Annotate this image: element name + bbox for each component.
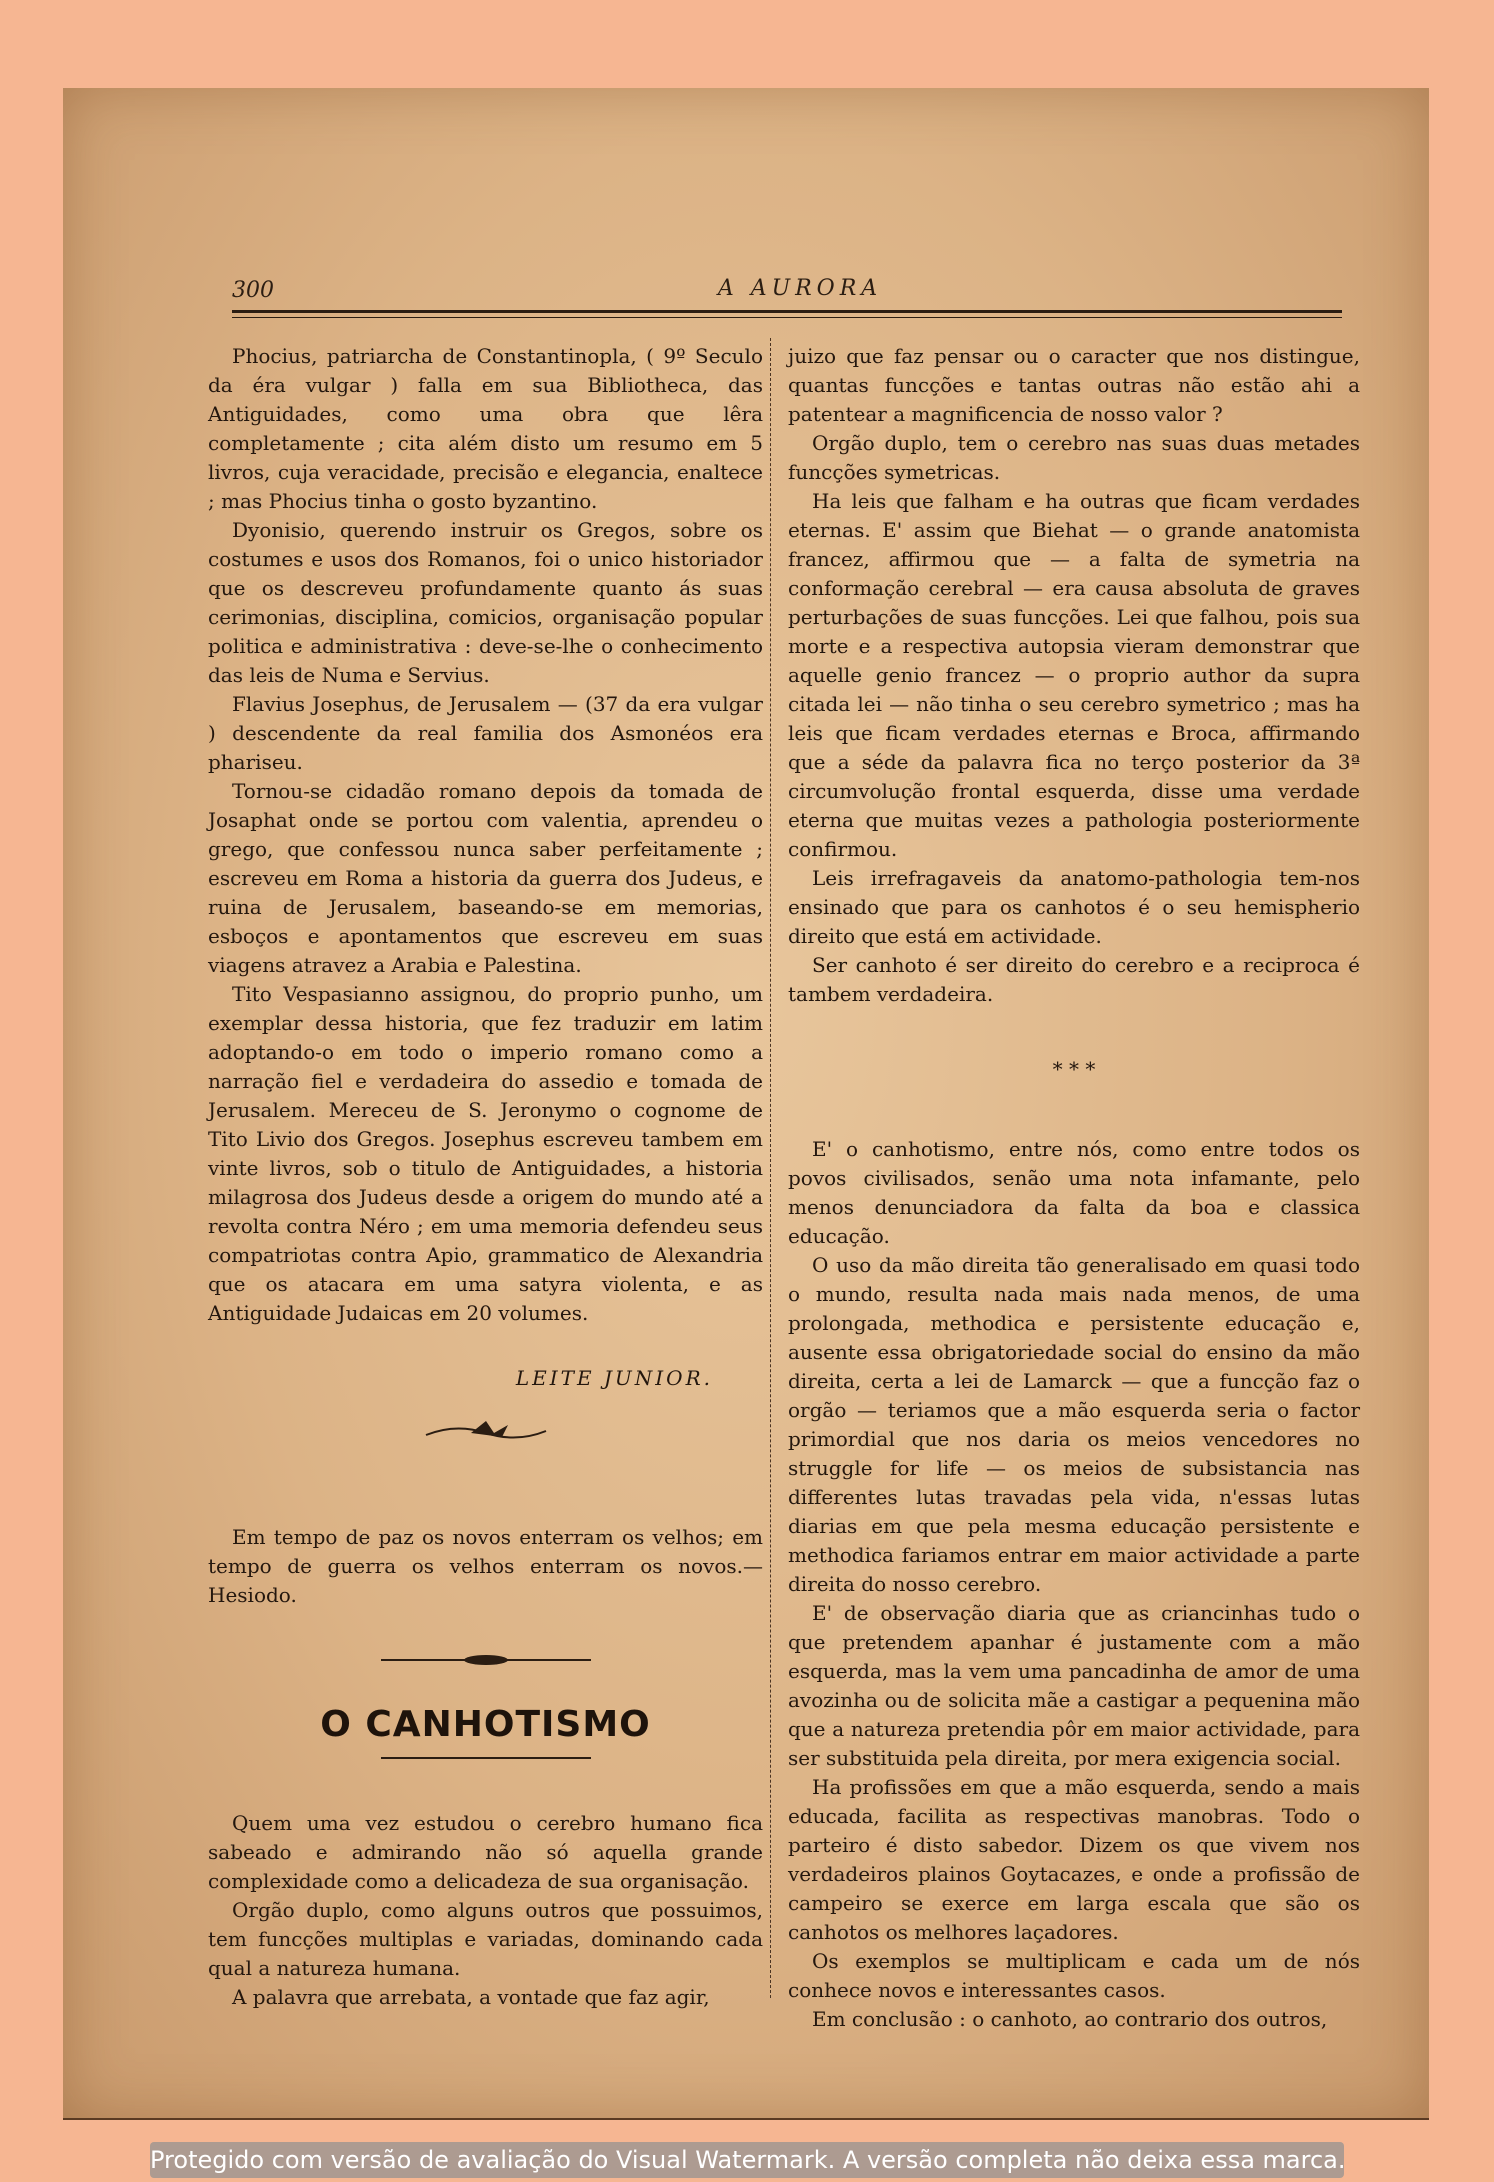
journal-title: A AURORA [717, 276, 883, 301]
paragraph: Orgão duplo, tem o cerebro nas suas duas metades funcções symetricas. [788, 431, 1360, 484]
page-number: 300 [232, 278, 274, 303]
paragraph: Quem uma vez estudou o cerebro humano fica sabeado e admirando não só aquella grande complexidade como a delicadeza de sua organisação. [208, 1811, 763, 1893]
bottom-rule [63, 2118, 1429, 2120]
section-stars: * * * [1052, 1057, 1096, 1081]
paragraph: Em conclusão : o canhoto, ao contrario dos outros, [812, 2007, 1328, 2031]
paragraph: O uso da mão direita tão generalisado em quasi todo o mundo, resulta nada mais nada menos, de uma prolongada, methodica e persistente educação e, ausente essa obrigatoriedade social do ensino da mão direita, certa a lei de Lamarck — que a funcção faz o orgão — teriamos que a mão esquerda seria o factor primordial que nos daria os meios vencedores no struggle for life — os meios de subsistancia nas differentes lutas travadas pela vida, n'essas lutas diarias em que pela mesma educação persistente e methodica fariamos entrar em maior actividade a parte direita do nosso cerebro. [788, 1253, 1360, 1596]
watermark-banner: Protegido com versão de avaliação do Visual Watermark. A versão completa não deixa essa marca. [150, 2142, 1344, 2178]
paragraph: juizo que faz pensar ou o caracter que nos distingue, quantas funcções e tantas outras não estão ahi a patentear a magnificencia de nosso valor ? [788, 344, 1360, 426]
header-rule [232, 310, 1342, 318]
paragraph: Ha profissões em que a mão esquerda, sendo a mais educada, facilita as respectivas manobras. Todo o parteiro é disto sabedor. Dizem os que vivem nos verdadeiros plainos Goytacazes, e onde a profissão de campeiro se exerce em larga escala que são os canhotos os melhores laçadores. [788, 1775, 1360, 1944]
divider-ornament-icon [376, 1650, 596, 1670]
title-rule [381, 1757, 591, 1759]
paragraph: E' o canhotismo, entre nós, como entre todos os povos civilisados, senão uma nota infamante, pelo menos denunciadora da falta da boa e classica educação. [788, 1137, 1360, 1248]
paragraph: A palavra que arrebata, a vontade que faz agir, [232, 1985, 710, 2009]
paragraph: E' de observação diaria que as criancinhas tudo o que pretendem apanhar é justamente com a mão esquerda, mas la vem uma pancadinha de amor de uma avozinha ou de solicita mãe a castigar a pequenina mão que a natureza pretendia pôr em maior actividade, para ser substituida pela direita, por mera exigencia social. [788, 1601, 1360, 1770]
paragraph: Ser canhoto é ser direito do cerebro e a reciproca é tambem verdadeira. [788, 953, 1360, 1006]
hesiod-quote: Em tempo de paz os novos enterram os velhos; em tempo de guerra os velhos enterram os novos.— Hesiodo. [208, 1525, 763, 1607]
bird-ornament-icon [416, 1413, 556, 1453]
paragraph: Dyonisio, querendo instruir os Gregos, sobre os costumes e usos dos Romanos, foi o unico historiador que os descreveu profundamente quanto ás suas cerimonias, disciplina, comicios, organisação popular politica e administrativa : deve-se-lhe o conhecimento das leis de Numa e Servius. [208, 518, 763, 687]
paragraph: Phocius, patriarcha de Constantinopla, ( 9º Seculo da éra vulgar ) falla em sua Bibliotheca, das Antiguidades, como uma obra que lêra completamente ; cita além disto um resumo em 5 livros, cuja veracidade, precisão e elegancia, enaltece ; mas Phocius tinha o gosto byzantino. [208, 344, 763, 513]
article-title: O CANHOTISMO [320, 1704, 651, 1745]
right-column [788, 342, 1360, 2034]
paragraph: Tornou-se cidadão romano depois da tomada de Josaphat onde se portou com valentia, aprendeu o grego, que confessou nunca saber perfeitamente ; escreveu em Roma a historia da guerra dos Judeus, e ruina de Jerusalem, baseando-se em memorias, esboços e apontamentos que escreveu em suas viagens atravez a Arabia e Palestina. [208, 779, 763, 977]
paragraph: Os exemplos se multiplicam e cada um de nós conhece novos e interessantes casos. [788, 1949, 1360, 2002]
paragraph: Orgão duplo, como alguns outros que possuimos, tem funcções multiplas e variadas, dominando cada qual a natureza humana. [208, 1898, 763, 1980]
paragraph: Leis irrefragaveis da anatomo-pathologia tem-nos ensinado que para os canhotos é o seu hemispherio direito que está em actividade. [788, 866, 1360, 948]
column-divider [770, 338, 771, 1998]
author-signature: LEITE JUNIOR. [515, 1366, 713, 1390]
paragraph: Flavius Josephus, de Jerusalem — (37 da era vulgar ) descendente da real familia dos Asmonéos era phariseu. [208, 692, 763, 774]
paragraph: Ha leis que falham e ha outras que ficam verdades eternas. E' assim que Biehat — o grande anatomista francez, affirmou que — a falta de symetria na conformação cerebral — era causa absoluta de graves perturbações de suas funcções. Lei que falhou, pois sua morte e a respectiva autopsia vieram demonstrar que aquelle genio francez — o proprio author da supra citada lei — não tinha o seu cerebro symetrico ; mas ha leis que ficam verdades eternas e Broca, affirmando que a séde da palavra fica no terço posterior da 3ª circumvolução frontal esquerda, disse uma verdade eterna que muitas vezes a pathologia posteriormente confirmou. [788, 489, 1360, 861]
paragraph: Tito Vespasianno assignou, do proprio punho, um exemplar dessa historia, que fez traduzir em latim adoptando-o em todo o imperio romano como a narração fiel e verdadeira do assedio e tomada de Jerusalem. Mereceu de S. Jeronymo o cognome de Tito Livio dos Gregos. Josephus escreveu tambem em vinte livros, sob o titulo de Antiguidades, a historia milagrosa dos Judeus desde a origem do mundo até a revolta contra Néro ; em uma memoria defendeu seus compatriotas contra Apio, grammatico de Alexandria que os atacara em uma satyra violenta, e as Antiguidade Judaicas em 20 volumes. [208, 982, 763, 1325]
left-column [208, 342, 763, 2012]
